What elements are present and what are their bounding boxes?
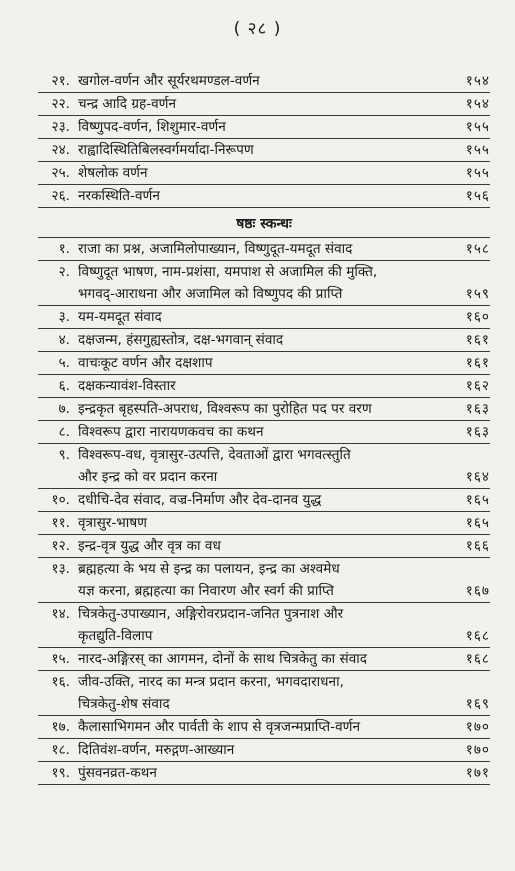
entry-title xyxy=(74,421,448,443)
entry-number: १८. xyxy=(51,742,70,758)
entry-title-line: दक्षकन्यावंश-विस्तार xyxy=(78,378,176,394)
toc-entry xyxy=(38,93,490,116)
entry-title xyxy=(74,70,448,92)
entry-number: १२. xyxy=(51,538,70,554)
entry-page-number: १६५ xyxy=(465,492,490,508)
section-heading: षष्ठः स्कन्धः xyxy=(38,208,490,238)
entry-title-line: यम-यमदूत संवाद xyxy=(78,309,162,325)
entry-title xyxy=(74,648,448,670)
toc-entry xyxy=(38,444,490,489)
entry-title xyxy=(74,716,448,738)
entry-page-number: १६१ xyxy=(465,332,490,348)
entry-title xyxy=(74,535,448,557)
entry-title-line: विष्णुपद-वर्णन, शिशुमार-वर्णन xyxy=(78,119,226,135)
entry-page-number: १७१ xyxy=(465,765,490,781)
toc-group-after xyxy=(38,238,490,785)
entry-page-number: १५६ xyxy=(465,188,490,204)
toc-entry xyxy=(38,375,490,398)
entry-title-line: चित्रकेतु-उपाख्यान, अङ्गिरोवरप्रदान-जनित पुत्रनाश और xyxy=(78,606,344,622)
toc-entry xyxy=(38,716,490,739)
entry-number: ११. xyxy=(51,515,70,531)
entry-title xyxy=(74,671,448,715)
page-number: ( २८ ) xyxy=(233,19,282,39)
entry-title-line: यज्ञ करना, ब्रह्महत्या का निवारण और स्वर्ग की प्राप्ति xyxy=(78,583,334,599)
entry-title-line: वृत्रासुर-भाषण xyxy=(78,515,147,531)
entry-page-number: १६२ xyxy=(465,378,490,394)
toc-entry xyxy=(38,512,490,535)
entry-title xyxy=(74,603,448,647)
toc-entry xyxy=(38,558,490,603)
entry-number: १. xyxy=(58,241,70,257)
table-of-contents xyxy=(38,70,490,785)
entry-number: २२. xyxy=(51,96,70,112)
entry-title xyxy=(74,185,448,207)
toc-entry xyxy=(38,185,490,208)
toc-entry xyxy=(38,421,490,444)
entry-title-line: शेषलोक वर्णन xyxy=(78,165,148,181)
entry-page-number: १६८ xyxy=(465,651,490,667)
entry-number: १५. xyxy=(51,651,70,667)
entry-page-number: १५८ xyxy=(465,241,490,257)
entry-page-number: १७० xyxy=(465,719,490,735)
entry-page-number: १५५ xyxy=(465,165,490,181)
entry-page-number: १६० xyxy=(465,309,490,325)
entry-title-line: विश्वरूप द्वारा नारायणकवच का कथन xyxy=(78,424,264,440)
entry-page-number: १६३ xyxy=(465,401,490,417)
entry-number: २३. xyxy=(51,119,70,135)
entry-title-line: चित्रकेतु-शेष संवाद xyxy=(78,696,170,712)
entry-title xyxy=(74,398,448,420)
entry-number: ७. xyxy=(58,401,70,417)
entry-title xyxy=(74,93,448,115)
entry-title-line: चन्द्र आदि ग्रह-वर्णन xyxy=(78,96,177,112)
entry-title-line: विश्वरूप-वध, वृत्रासुर-उत्पत्ति, देवताओं द्वारा भगवत्स्तुति xyxy=(78,447,351,463)
entry-title xyxy=(74,444,448,488)
entry-number: ४. xyxy=(58,332,70,348)
entry-title-line: दधीचि-देव संवाद, वज्र-निर्माण और देव-दानव युद्ध xyxy=(78,492,322,508)
entry-number: १९. xyxy=(51,765,70,781)
entry-title-line: पुंसवनव्रत-कथन xyxy=(78,765,157,781)
entry-number: २. xyxy=(58,264,70,280)
entry-number: ५. xyxy=(58,355,70,371)
entry-page-number: १६८ xyxy=(465,628,490,644)
entry-number: ८. xyxy=(58,424,70,440)
entry-number: ९. xyxy=(58,447,70,463)
toc-entry xyxy=(38,352,490,375)
entry-title xyxy=(74,352,448,374)
entry-page-number: १६५ xyxy=(465,515,490,531)
entry-title-line: भगवद्-आराधना और अजामिल को विष्णुपद की प्राप्ति xyxy=(78,286,343,302)
toc-entry xyxy=(38,261,490,306)
entry-title xyxy=(74,116,448,138)
entry-title xyxy=(74,489,448,511)
entry-number: १३. xyxy=(51,561,70,577)
entry-page-number: १५९ xyxy=(465,286,490,302)
entry-page-number: १६३ xyxy=(465,424,490,440)
entry-number: १७. xyxy=(51,719,70,735)
entry-title-line: जीव-उक्ति, नारद का मन्त्र प्रदान करना, भगवदाराधना, xyxy=(78,674,344,690)
entry-title xyxy=(74,162,448,184)
toc-entry xyxy=(38,139,490,162)
entry-title-line: ब्रह्महत्या के भय से इन्द्र का पलायन, इन्द्र का अश्वमेध xyxy=(78,561,340,577)
entry-page-number: १६१ xyxy=(465,355,490,371)
entry-title-line: नारद-अङ्गिरस् का आगमन, दोनों के साथ चित्रकेतु का संवाद xyxy=(78,651,368,667)
entry-title xyxy=(74,306,448,328)
entry-page-number: १६४ xyxy=(465,469,490,485)
toc-entry xyxy=(38,739,490,762)
toc-entry xyxy=(38,238,490,261)
entry-page-number: १५४ xyxy=(465,96,490,112)
entry-page-number: १७० xyxy=(465,742,490,758)
entry-number: २५. xyxy=(51,165,70,181)
entry-title xyxy=(74,512,448,534)
toc-entry xyxy=(38,489,490,512)
entry-title xyxy=(74,329,448,351)
entry-page-number: १५४ xyxy=(465,73,490,89)
entry-title-line: कैलासाभिगमन और पार्वती के शाप से वृत्रजन्मप्राप्ति-वर्णन xyxy=(78,719,361,735)
entry-number: २१. xyxy=(51,73,70,89)
entry-title-line: राह्वादिस्थितिबिलस्वर्गमर्यादा-निरूपण xyxy=(78,142,254,158)
entry-page-number: १५५ xyxy=(465,142,490,158)
entry-title-line: कृतद्युति-विलाप xyxy=(78,628,153,644)
entry-title xyxy=(74,139,448,161)
entry-title-line: दितिवंश-वर्णन, मरुद्गण-आख्यान xyxy=(78,742,235,758)
entry-title-line: नरकस्थिति-वर्णन xyxy=(78,188,160,204)
entry-number: ६. xyxy=(58,378,70,394)
entry-title-line: और इन्द्र को वर प्रदान करना xyxy=(78,469,218,485)
entry-number: २४. xyxy=(51,142,70,158)
entry-number: २६. xyxy=(51,188,70,204)
entry-title xyxy=(74,558,448,602)
toc-entry xyxy=(38,329,490,352)
entry-title-line: विष्णुदूत भाषण, नाम-प्रशंसा, यमपाश से अजामिल की मुक्ति, xyxy=(78,264,378,280)
entry-title-line: दक्षजन्म, हंसगुह्यस्तोत्र, दक्ष-भगवान् संवाद xyxy=(78,332,284,348)
entry-page-number: १५५ xyxy=(465,119,490,135)
entry-number: १६. xyxy=(51,674,70,690)
entry-title-line: वाचःकूट वर्णन और दक्षशाप xyxy=(78,355,213,371)
entry-title xyxy=(74,261,448,305)
toc-entry xyxy=(38,398,490,421)
entry-title-line: राजा का प्रश्न, अजामिलोपाख्यान, विष्णुदूत-यमदूत संवाद xyxy=(78,241,353,257)
toc-entry xyxy=(38,306,490,329)
toc-entry xyxy=(38,762,490,785)
toc-entry xyxy=(38,70,490,93)
toc-entry xyxy=(38,603,490,648)
entry-title xyxy=(74,739,448,761)
toc-group-before xyxy=(38,70,490,208)
toc-entry xyxy=(38,116,490,139)
entry-number: ३. xyxy=(58,309,70,325)
entry-number: १४. xyxy=(51,606,70,622)
toc-entry xyxy=(38,671,490,716)
entry-title-line: खगोल-वर्णन और सूर्यरथमण्डल-वर्णन xyxy=(78,73,260,89)
entry-page-number: १६६ xyxy=(465,538,490,554)
entry-title xyxy=(74,238,448,260)
entry-title-line: इन्द्र-वृत्र युद्ध और वृत्र का वध xyxy=(78,538,221,554)
toc-entry xyxy=(38,648,490,671)
toc-entry xyxy=(38,162,490,185)
toc-entry xyxy=(38,535,490,558)
entry-title xyxy=(74,375,448,397)
entry-page-number: १६७ xyxy=(465,583,490,599)
entry-title-line: इन्द्रकृत बृहस्पति-अपराध, विश्वरूप का पुरोहित पद पर वरण xyxy=(78,401,372,417)
entry-title xyxy=(74,762,448,784)
entry-number: १०. xyxy=(51,492,70,508)
entry-page-number: १६९ xyxy=(465,696,490,712)
